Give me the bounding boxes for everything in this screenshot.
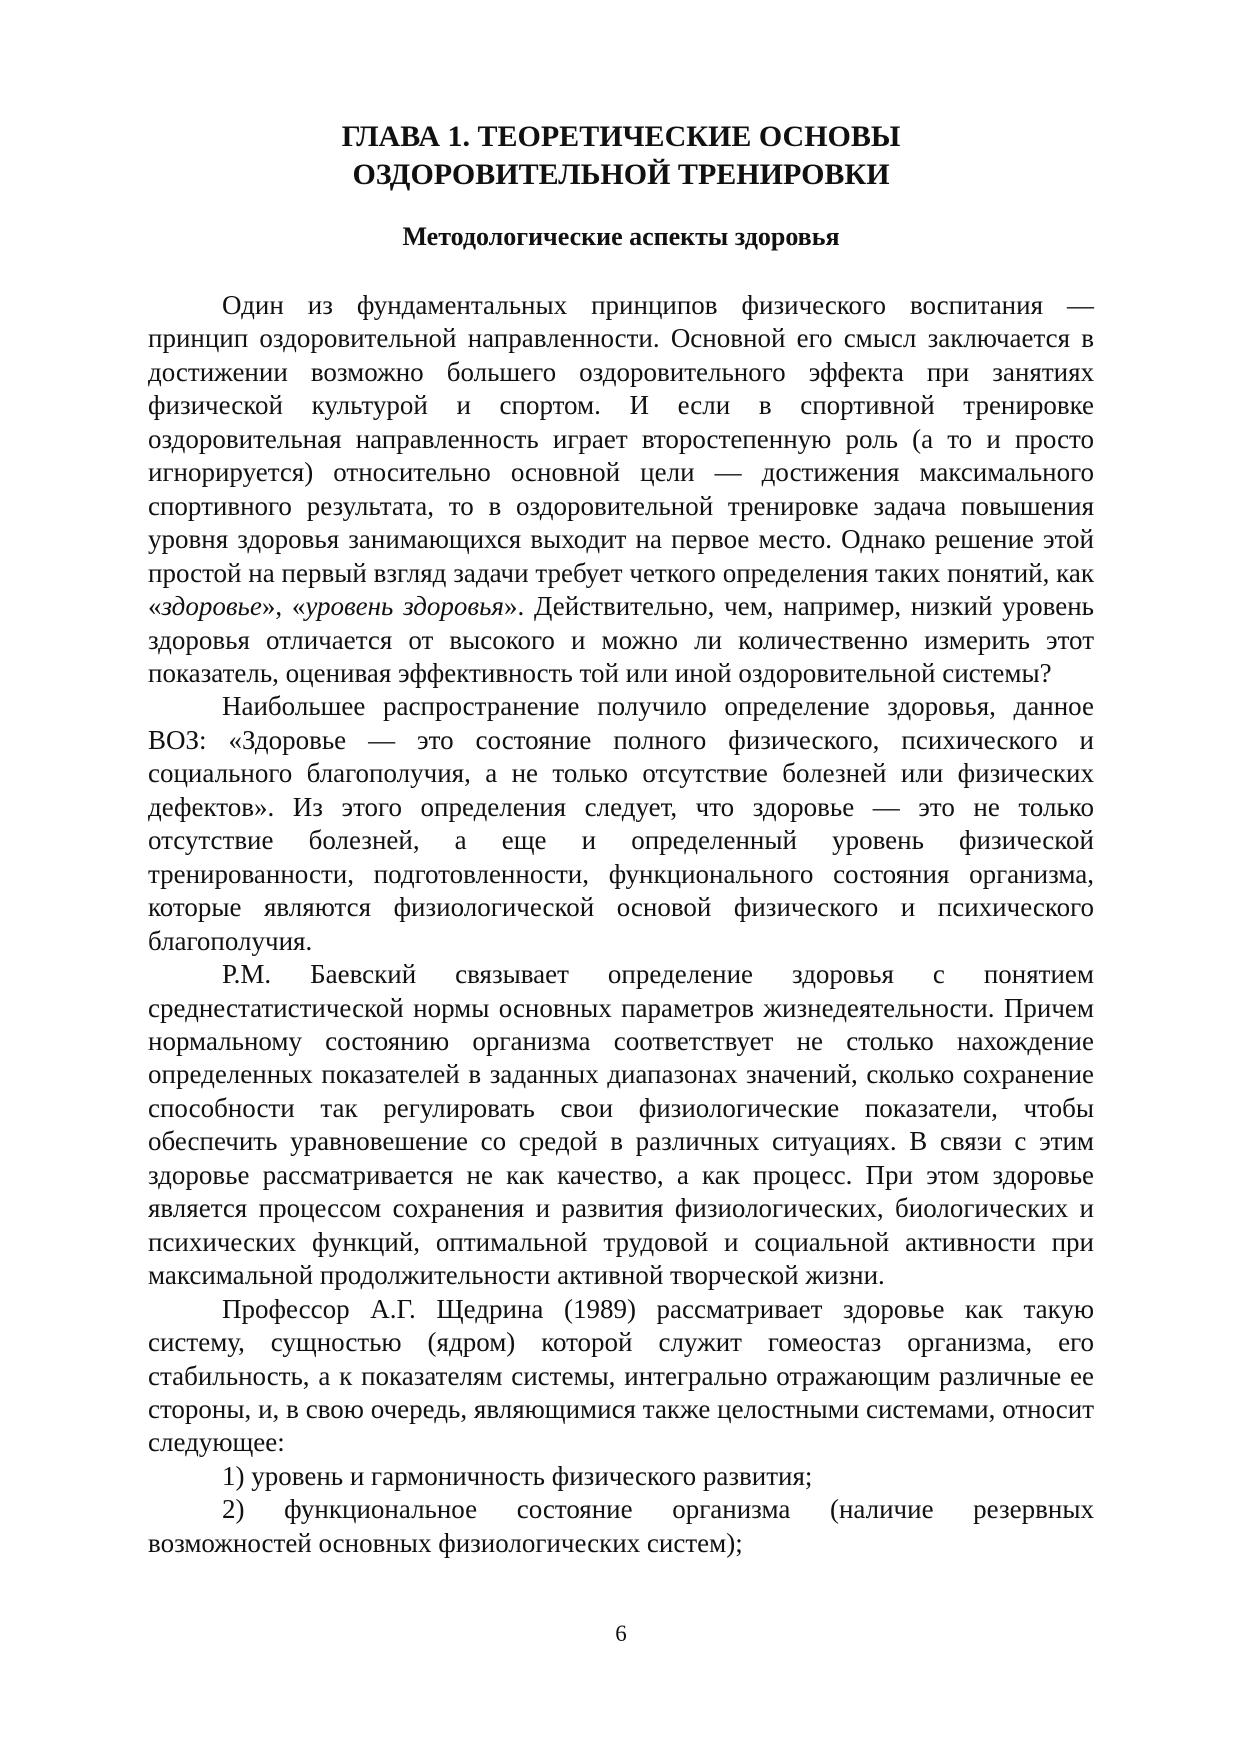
paragraph-3: Р.М. Баевский связывает определение здоровья с понятием среднестатистической нормы основных параметров жизнедеятельности. Причем нормальному состоянию организма соответствует не столько нахождение определенных показателей в заданных диапазонах значений, сколько сохранение способности так регулировать свои физиологические показатели, чтобы обеспечить уравновешение со средой в различных ситуациях. В связи с этим здоровье рассматривается не как качество, а как процесс. При этом здоровье является процессом сохранения и развития физиологических, биологических и психических функций, оптимальной трудовой и социальной активности при максимальной продолжительности активной творческой жизни. <box>148 959 1094 1291</box>
paragraph-2: Наибольшее распространение получило определение здоровья, данное ВОЗ: «Здоровье — это состояние полного физического, психического и социального благополучия, а не только отсутствие болезней или физических дефектов». Из этого определения следует, что здоровье — это не только отсутствие болезней, а еще и определенный уровень физической тренированности, подготовленности, функционального состояния организма, которые являются физиологической основой физического и психического благополучия. <box>148 691 1094 956</box>
chapter-title-line-2: ОЗДОРОВИТЕЛЬНОЙ ТРЕНИРОВКИ <box>352 158 890 191</box>
term-health: здоровье <box>161 591 262 622</box>
body-text <box>148 289 1094 1560</box>
chapter-title <box>148 118 1094 194</box>
paragraph-1 <box>148 289 1094 690</box>
list-item-2: 2) функциональное состояние организма (наличие резервных возможностей основных физиологических систем); <box>148 1494 1094 1558</box>
paragraph-4: Профессор А.Г. Щедрина (1989) рассматривает здоровье как такую систему, сущностью (ядром) которой служит гомеостаз организма, его стабильность, а к показателям системы, интегрально отражающим различные ее стороны, и, в свою очередь, являющимися также целостными системами, относит следующее: <box>148 1293 1094 1458</box>
paragraph-1-part-b: », « <box>261 591 306 622</box>
paragraph-1-part-a: Один из фундаментальных принципов физического воспитания — принцип оздоровительной направленности. Основной его смысл заключается в достижении возможно большего оздоровительного эффекта при занятиях физической культурой и спортом. И если в спортивной тренировке оздоровительная направленность играет второстепенную роль (а то и просто игнорируется) относительно основной цели — достижения максимального спортивного результата, то в оздоровительной тренировке задача повышения уровня здоровья занимающихся выходит на первое место. Однако решение этой простой на первый взгляд задачи требует четкого определения таких понятий, как « <box>148 290 1094 622</box>
list-item-1: 1) уровень и гармоничность физического развития; <box>222 1460 813 1491</box>
section-title: Методологические аспекты здоровья <box>402 222 840 251</box>
chapter-title-line-1: ГЛАВА 1. ТЕОРЕТИЧЕСКИЕ ОСНОВЫ <box>341 120 901 153</box>
page-number: 6 <box>615 1621 627 1646</box>
term-health-level: уровень здоровья <box>305 591 504 622</box>
paragraph-1-part-c: ». Действительно, чем, например, низкий уровень здоровья отличается от высокого и можно ли количественно измерить этот показатель, оценивая эффективность той или иной оздоровительной системы? <box>148 591 1094 688</box>
